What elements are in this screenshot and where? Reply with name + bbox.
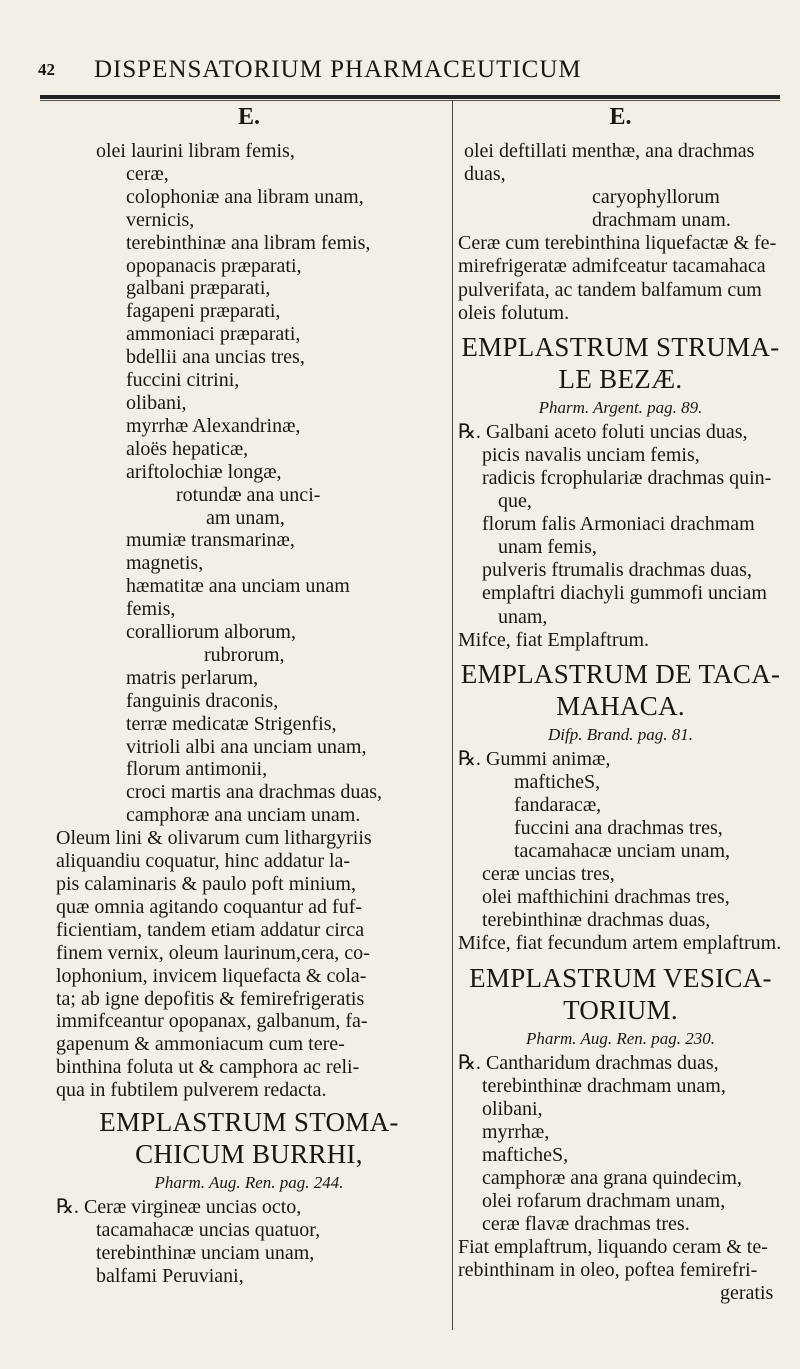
- text-line: fagapeni præparati,: [126, 300, 281, 323]
- text-line: magnetis,: [126, 552, 204, 575]
- recipe-symbol: ℞.: [56, 1196, 79, 1219]
- text-line: coralliorum alborum,: [126, 621, 296, 644]
- text-line: florum antimonii,: [126, 758, 268, 781]
- text-line: mafticheS,: [514, 770, 601, 793]
- text-line: Ceræ virgineæ uncias octo,: [83, 1196, 302, 1219]
- section-source: Pharm. Argent. pag. 89.: [538, 397, 703, 417]
- text-line: galbani præparati,: [126, 277, 271, 300]
- text-line: Cantharidum drachmas duas,: [485, 1051, 719, 1074]
- text-line: vitrioli albi ana unciam unam,: [126, 735, 367, 758]
- text-line: camphoræ ana grana quindecim,: [482, 1167, 742, 1189]
- text-line: tacamahacæ uncias quatuor,: [96, 1218, 321, 1241]
- text-line: ariftolochiæ longæ,: [126, 460, 282, 483]
- text-line: Galbani aceto foluti uncias duas,: [485, 420, 748, 443]
- running-title: DISPENSATORIUM PHARMACEUTICUM: [94, 56, 582, 83]
- text-line: opopanacis præparati,: [126, 254, 302, 277]
- text-line: fuccini ana drachmas tres,: [514, 816, 723, 839]
- text-line: olei laurini libram femis,: [96, 140, 295, 162]
- column-letter: E.: [609, 104, 632, 130]
- text-line: myrrhæ Alexandrinæ,: [126, 414, 301, 437]
- text-line: ceræ uncias tres,: [482, 863, 615, 886]
- text-line: Ceræ cum terebinthina liquefactæ & fe-: [458, 232, 777, 255]
- section-source: Difp. Brand. pag. 81.: [548, 724, 693, 744]
- text-line: olei deftillati menthæ, ana drachmas: [464, 140, 755, 162]
- text-line: fandaracæ,: [514, 793, 602, 816]
- text-line: terebinthinæ unciam unam,: [96, 1241, 315, 1264]
- recipe-symbol: ℞.: [458, 1051, 481, 1074]
- text-line: drachmam unam.: [592, 209, 731, 232]
- text-line: vernicis,: [126, 208, 195, 231]
- text-line: terræ medicatæ Strigenfis,: [126, 712, 337, 735]
- text-line: emplaftri diachyli gummofi unciam: [482, 582, 767, 605]
- text-line: olibani,: [482, 1097, 543, 1120]
- recipe-line: [458, 748, 783, 771]
- text-line: terebinthinæ ana libram femis,: [126, 231, 371, 254]
- text-line: rebinthinam in oleo, poftea femirefri-: [458, 1259, 758, 1282]
- text-line: que,: [498, 490, 532, 513]
- recipe-line: [458, 421, 783, 444]
- text-line: femis,: [126, 598, 176, 621]
- text-line: terebinthinæ drachmam unam,: [482, 1074, 726, 1097]
- text-line: bdellii ana uncias tres,: [126, 346, 305, 369]
- text-line: binthina foluta ut & camphora ac reli-: [56, 1056, 360, 1079]
- text-line: terebinthinæ drachmas duas,: [482, 909, 711, 932]
- page-number: 42: [38, 60, 55, 79]
- text-line: ceræ flavæ drachmas tres.: [482, 1213, 690, 1236]
- text-line: Mifce, fiat Emplaftrum.: [458, 628, 650, 651]
- text-line: unam femis,: [498, 536, 597, 559]
- text-line: caryophyllorum: [592, 186, 720, 209]
- text-line: mirefrigeratæ admifceatur tacamahaca: [458, 255, 766, 278]
- text-line: pulveris ftrumalis drachmas duas,: [482, 559, 752, 582]
- right-column: [458, 100, 783, 1306]
- text-line: ta; ab igne depofitis & femirefrigeratis: [56, 987, 365, 1010]
- text-line: duas,: [464, 163, 506, 186]
- recipe-line: [458, 1052, 783, 1075]
- text-line: tacamahacæ unciam unam,: [514, 840, 731, 863]
- section-heading: EMPLASTRUM STOMA-: [99, 1107, 399, 1138]
- text-line: croci martis ana drachmas duas,: [126, 781, 383, 804]
- column-letter: E.: [237, 104, 260, 130]
- text-line: balfami Peruviani,: [96, 1264, 244, 1287]
- left-column: [56, 100, 442, 1288]
- text-line: matris perlarum,: [126, 666, 259, 689]
- text-line: Fiat emplaftrum, liquando ceram & te-: [458, 1236, 768, 1259]
- text-line: olibani,: [126, 391, 187, 414]
- header-rule: [40, 95, 780, 99]
- recipe-line: [56, 1196, 442, 1219]
- text-line: gapenum & ammoniacum cum tere-: [56, 1033, 345, 1056]
- text-line: rotundæ ana unci-: [176, 483, 321, 506]
- text-line: quæ omnia agitando coquantur ad fuf-: [56, 895, 363, 918]
- text-line: rubrorum,: [204, 643, 285, 666]
- text-line: geratis: [720, 1282, 774, 1305]
- text-line: mafticheS,: [482, 1143, 569, 1166]
- section-heading: CHICUM BURRHI,: [135, 1139, 363, 1170]
- text-line: immifceantur opopanax, galbanum, fa-: [56, 1010, 368, 1033]
- text-line: colophoniæ ana libram unam,: [126, 185, 364, 208]
- text-line: picis navalis unciam femis,: [482, 443, 700, 466]
- running-header: [38, 50, 778, 90]
- text-line: qua in fubtilem pulverem redacta.: [56, 1079, 327, 1102]
- section-heading: EMPLASTRUM STRUMA-: [461, 331, 780, 362]
- text-line: hæmatitæ ana unciam unam: [126, 575, 350, 598]
- text-line: radicis fcrophulariæ drachmas quin-: [482, 466, 772, 489]
- text-line: lophonium, invicem liquefacta & cola-: [56, 964, 367, 987]
- section-heading: EMPLASTRUM DE TACA-: [460, 658, 781, 689]
- text-line: aliquandiu coquatur, hinc addatur la-: [56, 850, 351, 873]
- column-divider: [452, 100, 453, 1330]
- section-source: Pharm. Aug. Ren. pag. 230.: [525, 1028, 716, 1048]
- text-line: fanguinis draconis,: [126, 689, 279, 712]
- text-line: oleis folutum.: [458, 301, 570, 324]
- text-line: fuccini citrini,: [126, 369, 240, 392]
- section-heading: TORIUM.: [563, 994, 678, 1025]
- text-line: am unam,: [206, 506, 285, 529]
- text-line: olei rofarum drachmam unam,: [482, 1190, 726, 1213]
- recipe-symbol: ℞.: [458, 420, 481, 443]
- text-line: ceræ,: [126, 162, 169, 185]
- text-line: Mifce, fiat fecundum artem emplaftrum.: [458, 932, 782, 955]
- text-line: unam,: [498, 605, 548, 628]
- section-heading: MAHACA.: [556, 690, 685, 721]
- section-heading: EMPLASTRUM VESICA-: [469, 962, 772, 993]
- recipe-symbol: ℞.: [458, 747, 481, 770]
- text-line: Oleum lini & olivarum cum lithargyriis: [56, 827, 372, 850]
- text-line: Gummi animæ,: [485, 747, 611, 770]
- text-line: olei mafthichini drachmas tres,: [482, 886, 730, 909]
- text-line: florum falis Armoniaci drachmam: [482, 513, 755, 536]
- text-line: myrrhæ,: [482, 1120, 550, 1143]
- text-line: camphoræ ana unciam unam.: [126, 804, 361, 827]
- text-line: pis calaminaris & paulo poft minium,: [56, 873, 356, 895]
- text-line: aloës hepaticæ,: [126, 437, 249, 460]
- text-line: mumiæ transmarinæ,: [126, 529, 295, 552]
- section-source: Pharm. Aug. Ren. pag. 244.: [154, 1173, 344, 1193]
- text-line: finem vernix, oleum laurinum,cera, co-: [56, 941, 370, 964]
- text-line: ficientiam, tandem etiam addatur circa: [56, 918, 365, 941]
- section-heading: LE BEZÆ.: [558, 363, 683, 394]
- text-line: pulverifata, ac tandem balfamum cum: [458, 278, 762, 301]
- text-line: ammoniaci præparati,: [126, 323, 301, 346]
